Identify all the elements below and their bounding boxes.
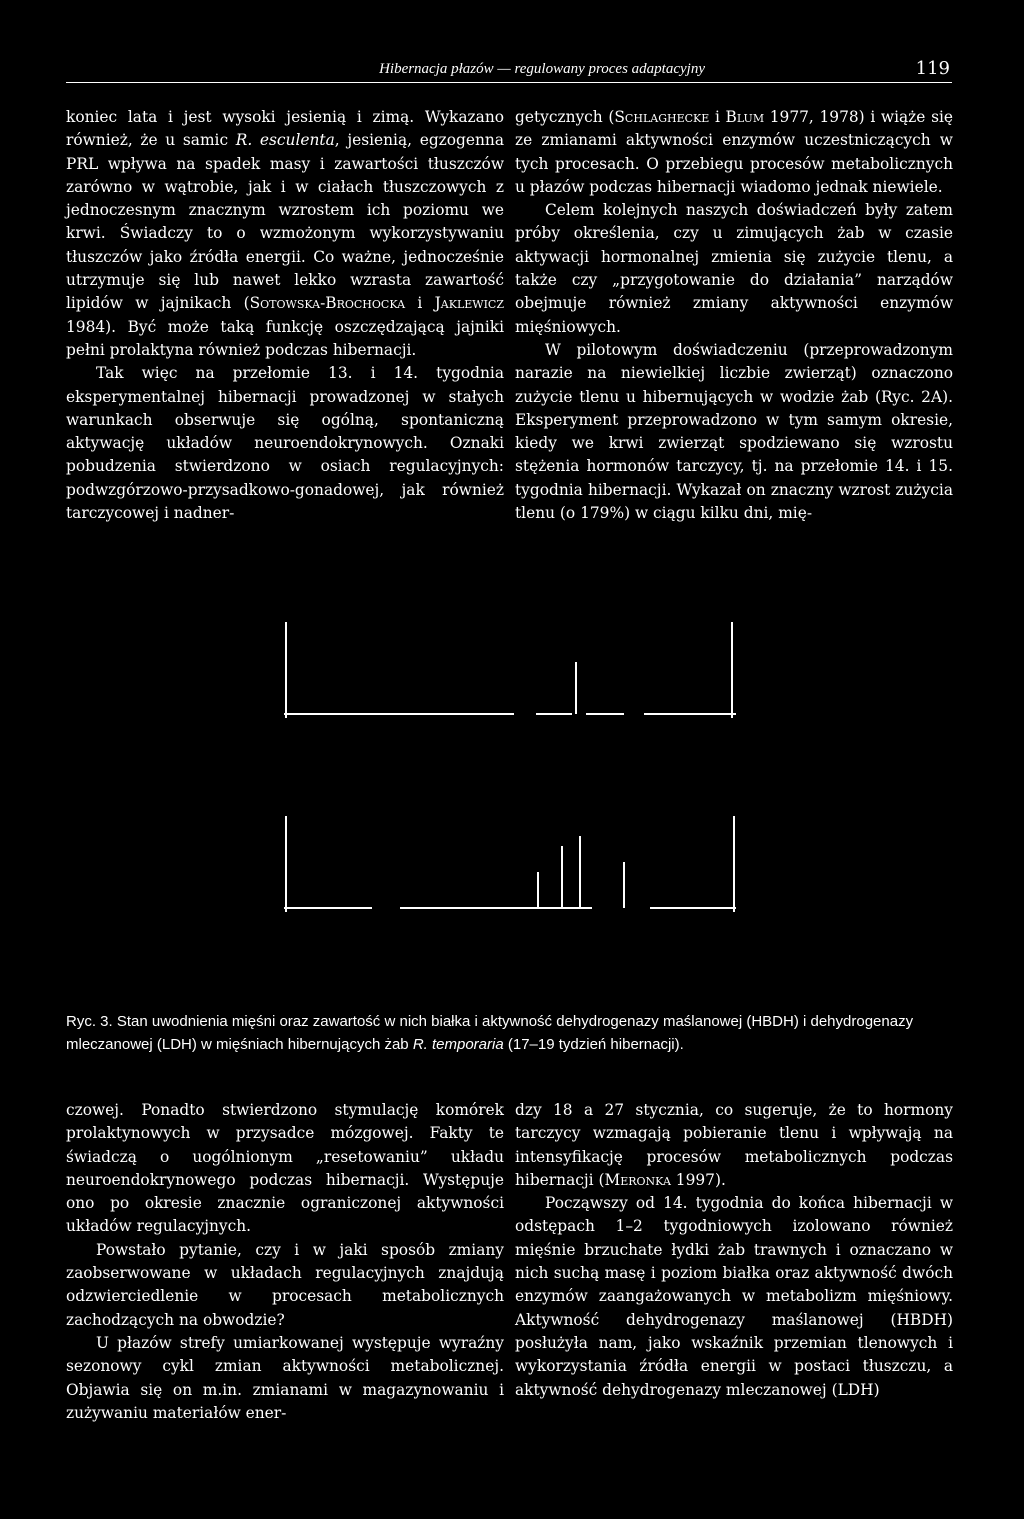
paragraph: dzy 18 a 27 stycznia, co sugeruje, że to hormony tarczycy wzmagają pobieranie tlenu i wpływają na intensyfikację procesów metabolicznych podczas hibernacji (Meronka 1997). — [515, 1101, 953, 1189]
page-number: 119 — [915, 58, 950, 79]
paragraph: U płazów strefy umiarkowanej występuje wyraźny sezonowy cykl zmian aktywności metabolicznej. Objawia się on m.in. zmianami w magazynowaniu i zużywaniu materiałów ener- — [66, 1333, 504, 1422]
paragraph: getycznych (Schlaghecke i Blum 1977, 1978) i wiąże się ze zmianami aktywności enzymów uczestniczących w tych procesach. O przebiegu procesów metabolicznych u płazów podczas hibernacji wiadomo jednak niewiele. — [515, 108, 953, 196]
paragraph: Począwszy od 14. tygodnia do końca hibernacji w odstępach 1–2 tygodniowych izolowano również mięśnie brzuchate łydki żab trawnych i oznaczano w nich suchą masę i poziom białka oraz aktywność dwóch enzymów zaangażowanych w metabolizm mięśniowy. Aktywność dehydrogenazy maślanowej (HBDH) posłużyła nam, jako wskaźnik przemian tlenowych i wykorzystania źródła energii w postaci tłuszczu, a aktywność dehydrogenazy mleczanowej (LDH) — [515, 1194, 953, 1399]
paragraph: Powstało pytanie, czy i w jaki sposób zmiany zaobserwowane w układach regulacyjnych znajdują odzwierciedlenie w procesach metabolicznych zachodzących na obwodzie? — [66, 1240, 504, 1329]
paragraph: W pilotowym doświadczeniu (przeprowadzonym narazie na niewielkiej liczbie zwierząt) oznaczono zużycie tlenu u hibernujących w wodzie żab (Ryc. 2A). Eksperyment przeprowadzono w tym samym okresie, kiedy we krwi zwierząt spodziewano się wzrostu stężenia hormonów tarczycy, tj. na przełomie 14. i 15. tygodnia hibernacji. Wykazał on znaczny wzrost zużycia tlenu (o 179%) w ciągu kilku dni, mię- — [515, 340, 953, 523]
page-header — [66, 52, 952, 83]
paragraph: Celem kolejnych naszych doświadczeń były zatem próby określenia, czy u zimujących żab w czasie aktywacji hormonalnej zmienia się zużycie tlenu, a także czy „przygotowanie do działania” narządów obejmuje również zmiany aktywności enzymów mięśniowych. — [515, 201, 953, 336]
paragraph: Tak więc na przełomie 13. i 14. tygodnia eksperymentalnej hibernacji prowadzonej w stałych warunkach obserwuje się ogólną, spontaniczną aktywację układów neuroendokrynowych. Oznaki pobudzenia stwierdzono w osiach regulacyjnych: podwzgórzowo-przysadkowo-gonadowej, jak również tarczycowej i nadner- — [66, 364, 504, 523]
running-title: Hibernacja płazów — regulowany proces adaptacyjny — [379, 61, 705, 77]
figure-3 — [270, 610, 750, 930]
figure-caption: Ryc. 3. Stan uwodnienia mięśni oraz zawartość w nich białka i aktywność dehydrogenazy maślanowej (HBDH) i dehydrogenazy mleczanowej (LDH) w mięśniach hibernujących żab R. temporaria (17–19 tydzień hibernacji). — [66, 1013, 914, 1053]
paragraph: koniec lata i jest wysoki jesienią i zimą. Wykazano również, że u samic R. esculenta, jesienią, egzogenna PRL wpływa na spadek masy i zawartości tłuszczów zarówno w wątrobie, jak i w ciałach tłuszczowych z jednoczesnym znacznym wzrostem ich poziomu we krwi. Świadczy to o wzmożonym wykorzystywaniu tłuszczów jako źródła energii. Co ważne, jednocześnie utrzymuje się lub nawet lekko wzrasta zawartość lipidów w jajnikach (Sotowska-Brochocka i Jaklewicz 1984). Być może taką funkcję oszczędzającą jajniki pełni prolaktyna również podczas hibernacji. — [66, 108, 505, 359]
column-bottom-left — [66, 1099, 504, 1425]
column-top-left — [66, 106, 504, 525]
figure-3-graphic — [270, 610, 750, 930]
column-top-right — [515, 106, 953, 525]
column-bottom-right — [515, 1099, 953, 1402]
paragraph: czowej. Ponadto stwierdzono stymulację komórek prolaktynowych w przysadce mózgowej. Fakty te świadczą o uogólnionym „resetowaniu” układu neuroendokrynowego podczas hibernacji. Występuje ono po okresie znacznie ograniczonej aktywności układów regulacyjnych. — [66, 1101, 504, 1236]
